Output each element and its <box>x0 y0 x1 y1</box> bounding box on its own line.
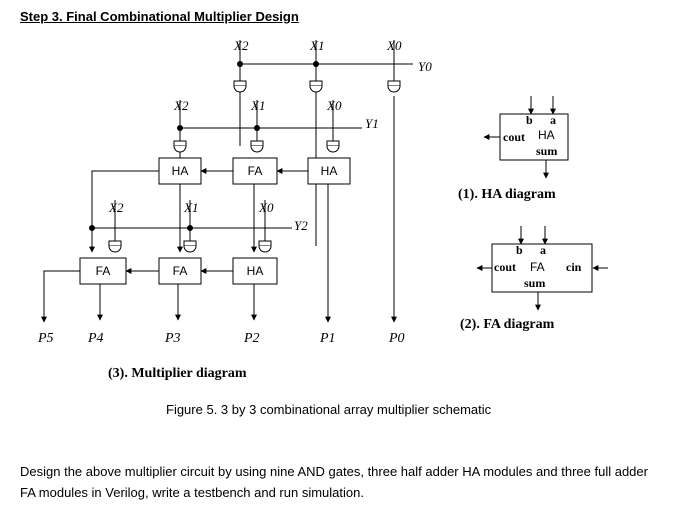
fa-legend-title: FA <box>530 260 545 274</box>
figure-caption: Figure 5. 3 by 3 combinational array multiplier schematic <box>166 402 492 417</box>
label-x2-row1: X2 <box>234 38 249 53</box>
fa-label-3: FA <box>172 264 188 278</box>
and-gate-x0y2 <box>259 241 271 252</box>
and-gate-x1y0 <box>310 81 322 92</box>
and-gate-x1y1 <box>251 141 263 152</box>
label-x0-row2: X0 <box>327 98 342 113</box>
fa-legend-a: a <box>540 243 546 257</box>
label-p0: P0 <box>389 331 405 346</box>
ha-label-3: HA <box>246 264 264 278</box>
label-x0-row1: X0 <box>387 38 402 53</box>
ha-legend-cout: cout <box>503 130 525 144</box>
label-p2: P2 <box>244 331 260 346</box>
and-gate-x0y0 <box>388 81 400 92</box>
ha-legend-b: b <box>526 113 533 127</box>
label-y0: Y0 <box>418 59 432 74</box>
fa-label-1: FA <box>247 164 263 178</box>
ha-legend-sum: sum <box>536 144 558 158</box>
label-x1-row2: X1 <box>251 98 266 113</box>
multiplier-diagram-caption: (3). Multiplier diagram <box>108 366 247 381</box>
fa-legend-sum: sum <box>524 276 546 290</box>
label-x2-row3: X2 <box>109 200 124 215</box>
ha-diagram-caption: (1). HA diagram <box>458 187 556 202</box>
ha-label-1: HA <box>171 164 189 178</box>
and-gate-x2y1 <box>174 141 186 152</box>
label-y1: Y1 <box>365 116 379 131</box>
fa-legend-cin: cin <box>566 260 582 274</box>
label-p4: P4 <box>88 331 104 346</box>
label-p5: P5 <box>38 331 54 346</box>
fa-diagram-caption: (2). FA diagram <box>460 317 555 332</box>
and-gate-x1y2 <box>184 241 196 252</box>
task-description: Design the above multiplier circuit by using nine AND gates, three half adder HA modules and three full adder FA modules in Verilog, write a testbench and run simulation. <box>20 464 648 500</box>
label-x0-row3: X0 <box>259 200 274 215</box>
label-x1-row1: X1 <box>310 38 325 53</box>
step-title: Step 3. Final Combinational Multiplier Design <box>20 9 299 24</box>
fa-label-2: FA <box>95 264 111 278</box>
fa-legend-cout: cout <box>494 260 516 274</box>
ha-label-2: HA <box>320 164 338 178</box>
ha-legend-a: a <box>550 113 556 127</box>
fa-legend-b: b <box>516 243 523 257</box>
label-p1: P1 <box>320 331 336 346</box>
and-gate-x0y1 <box>327 141 339 152</box>
label-y2: Y2 <box>294 218 308 233</box>
and-gate-x2y0 <box>234 81 246 92</box>
ha-legend-title: HA <box>538 128 555 142</box>
label-p3: P3 <box>165 331 181 346</box>
label-x2-row2: X2 <box>174 98 189 113</box>
label-x1-row3: X1 <box>184 200 199 215</box>
and-gate-x2y2 <box>109 241 121 252</box>
